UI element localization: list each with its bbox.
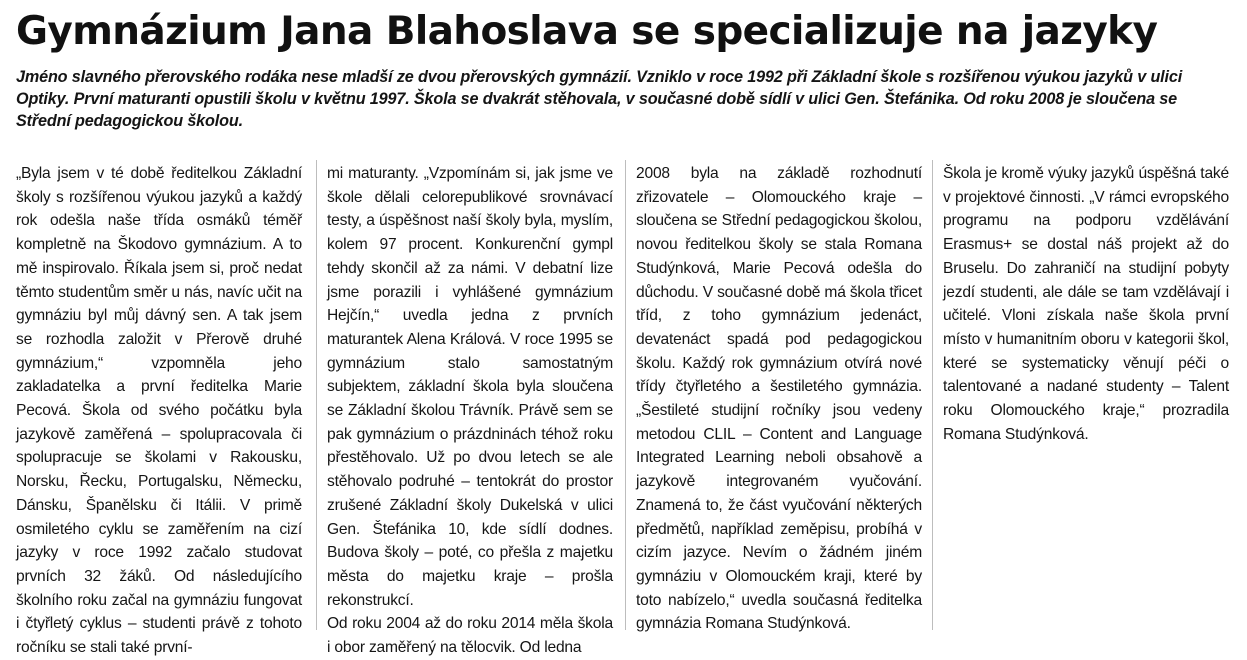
article-lead: Jméno slavného přerovského rodáka nese mladší ze dvou přerovských gymnázií. Vzniklo v roce 1992 při Základní škole s rozšířenou výukou jazyků v ulici Optiky. První maturanti opustili školu v květnu 1997. Škola se dvakrát stěhovala, v současné době sídlí v ulici Gen. Štefánika. Od roku 2008 je sloučena se Střední pedagogickou školou. xyxy=(16,68,1183,130)
article-column-1 xyxy=(16,162,302,657)
column-divider xyxy=(316,160,317,630)
column-divider xyxy=(625,160,626,630)
column-divider xyxy=(932,160,933,630)
column-1-paragraph-1: „Byla jsem v té době ředitelkou Základní školy s rozšířenou výukou jazyků a každý rok odešla naše třída osmáků téměř kompletně na Škodovo gymnázium. A to mě inspirovalo. Říkala jsem si, proč nedat těmto studentům směr u nás, navíc učit na gymnáziu byl můj dávný sen. A tak jsem se rozhodla založit v Přerově druhé gymnázium,“ vzpomněla jeho zakladatelka a první ředitelka Marie Pecová. Škola od svého počátku byla jazykově zaměřená – spolupracovala či spolupracuje se školami v Rakousku, Norsku, Řecku, Portugalsku, Německu, Dánsku, Španělsku či Itálii. V primě osmiletého cyklu se zaměřením na cizí jazyky v roce 1992 začalo studovat prvních 32 žáků. Od následujícího školního roku začal na gymnáziu fungovat i čtyřletý cyklus – studenti právě z tohoto ročníku se stali také první- xyxy=(16,165,302,657)
column-4-paragraph-1: Škola je kromě výuky jazyků úspěšná také v projektové činnosti. „V rámci evropského programu na podporu vzdělávání Erasmus+ se dostal náš projekt až do Bruselu. Do zahraničí na studijní pobyty jezdí studenti, ale dále se tam vzdělávají i učitelé. Vloni získala naše škola první místo v humanitním oboru v kategorii škol, které se systematicky věnují péči o talentované a nadané studenty – Talent roku Olomouckého kraje,“ prozradila Romana Studýnková. xyxy=(943,165,1229,443)
article-column-2 xyxy=(327,162,613,657)
column-2-paragraph-1: mi maturanty. „Vzpomínám si, jak jsme ve škole dělali celorepublikové srovnávací testy, a úspěšnost naší školy byla, myslím, kolem 97 procent. Konkurenční gympl tehdy skončil až za námi. V debatní lize jsme porazili i vyhlášené gymnázium Hejčín,“ uvedla jedna z prvních maturantek Alena Králová. V roce 1995 se gymnázium stalo samostatným subjektem, základní škola byla sloučena se Základní školou Trávník. Právě sem se pak gymnázium o prázdninách téhož roku přestěhovalo. Už po dvou letech se ale stěhovalo podruhé – tentokrát do prostor zrušené Základní školy Dukelská v ulici Gen. Štefánika 10, kde sídlí dodnes. Budova školy – poté, co přešla z majetku města do majetku kraje – prošla rekonstrukcí. xyxy=(327,165,613,609)
column-3-paragraph-1: 2008 byla na základě rozhodnutí zřizovatele – Olomouckého kraje – sloučena se Střední pedagogickou školou, novou ředitelkou školy se stala Romana Studýnková, Marie Pecová odešla do důchodu. V současné době má škola třicet tříd, z toho gymnázium jedenáct, devatenáct spadá pod pedagogickou školu. Každý rok gymnázium otvírá nové třídy čtyřletého a šestiletého gymnázia. „Šestileté studijní ročníky jsou vedeny metodou CLIL – Content and Language Integrated Learning neboli obsahově a jazykově integrovaném vyučování. Znamená to, že část vyučování některých předmětů, například zeměpisu, probíhá v cizím jazyce. Nevím o žádném jiném gymnáziu v Olomouckém kraji, které by toto nabízelo,“ uvedla současná ředitelka gymnázia Romana Studýnková. xyxy=(636,165,922,633)
column-2-paragraph-2: Od roku 2004 až do roku 2014 měla škola i obor zaměřený na tělocvik. Od ledna xyxy=(327,615,613,657)
article-column-3 xyxy=(636,162,922,633)
article-headline: Gymnázium Jana Blahoslava se specializuje na jazyky xyxy=(16,9,1158,54)
article-column-4 xyxy=(943,162,1229,628)
